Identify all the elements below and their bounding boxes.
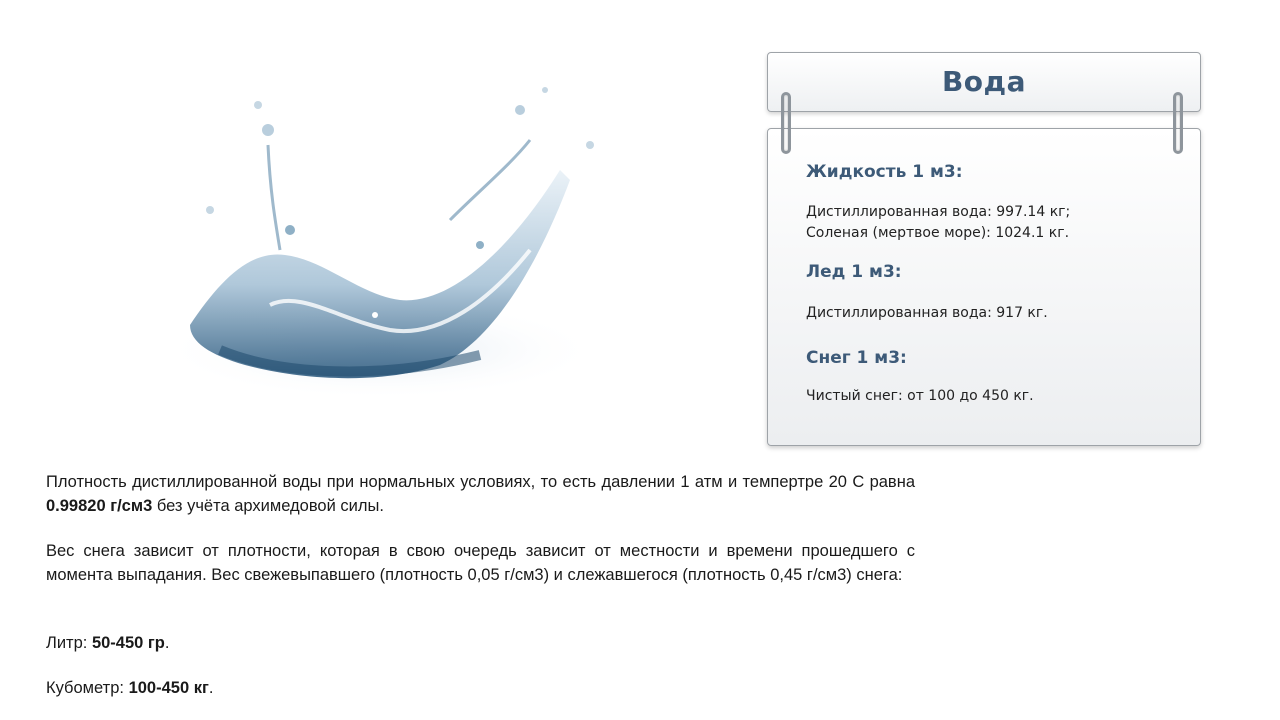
water-splash-image <box>150 50 650 430</box>
ice-distilled-line: Дистиллированная вода: 917 кг. <box>806 305 1048 321</box>
sign-title: Вода <box>941 65 1027 98</box>
density-text-after: без учёта архимедовой силы. <box>152 497 384 515</box>
density-paragraph <box>46 470 915 518</box>
snow-heading: Снег 1 м3: <box>806 348 907 368</box>
cubic-meter-suffix: . <box>208 679 214 697</box>
cubic-meter-value: 100-450 кг <box>128 679 209 697</box>
liquid-distilled-line: Дистиллированная вода: 997.14 кг; <box>806 204 1071 220</box>
snow-weight-paragraph: Вес снега зависит от плотности, которая в свою очередь зависит от местности и времени прошедшего с момента выпадания. Вес свежевыпавшего (плотность 0,05 г/см3) и слежавшегося (плотность 0,45 г/см3) снега: <box>46 542 915 584</box>
liter-label: Литр: <box>46 634 92 652</box>
sign-ring-right <box>1173 92 1183 154</box>
liter-value: 50-450 гр <box>91 634 165 652</box>
liter-paragraph <box>46 631 915 655</box>
density-value: 0.99820 г/см3 <box>46 497 153 515</box>
sign-title-plate <box>767 52 1201 112</box>
density-text-before: Плотность дистиллированной воды при нормальных условиях, то есть давлении 1 атм и темпертре 20 С равна <box>46 473 915 491</box>
liter-suffix: . <box>164 634 170 652</box>
ice-heading: Лед 1 м3: <box>806 262 902 282</box>
snow-clean-line: Чистый снег: от 100 до 450 кг. <box>806 388 1034 404</box>
cubic-meter-paragraph <box>46 676 915 700</box>
liquid-salt-line: Соленая (мертвое море): 1024.1 кг. <box>806 225 1070 241</box>
cubic-meter-label: Кубометр: <box>46 679 129 697</box>
sign-ring-left <box>781 92 791 154</box>
liquid-heading: Жидкость 1 м3: <box>806 162 963 182</box>
